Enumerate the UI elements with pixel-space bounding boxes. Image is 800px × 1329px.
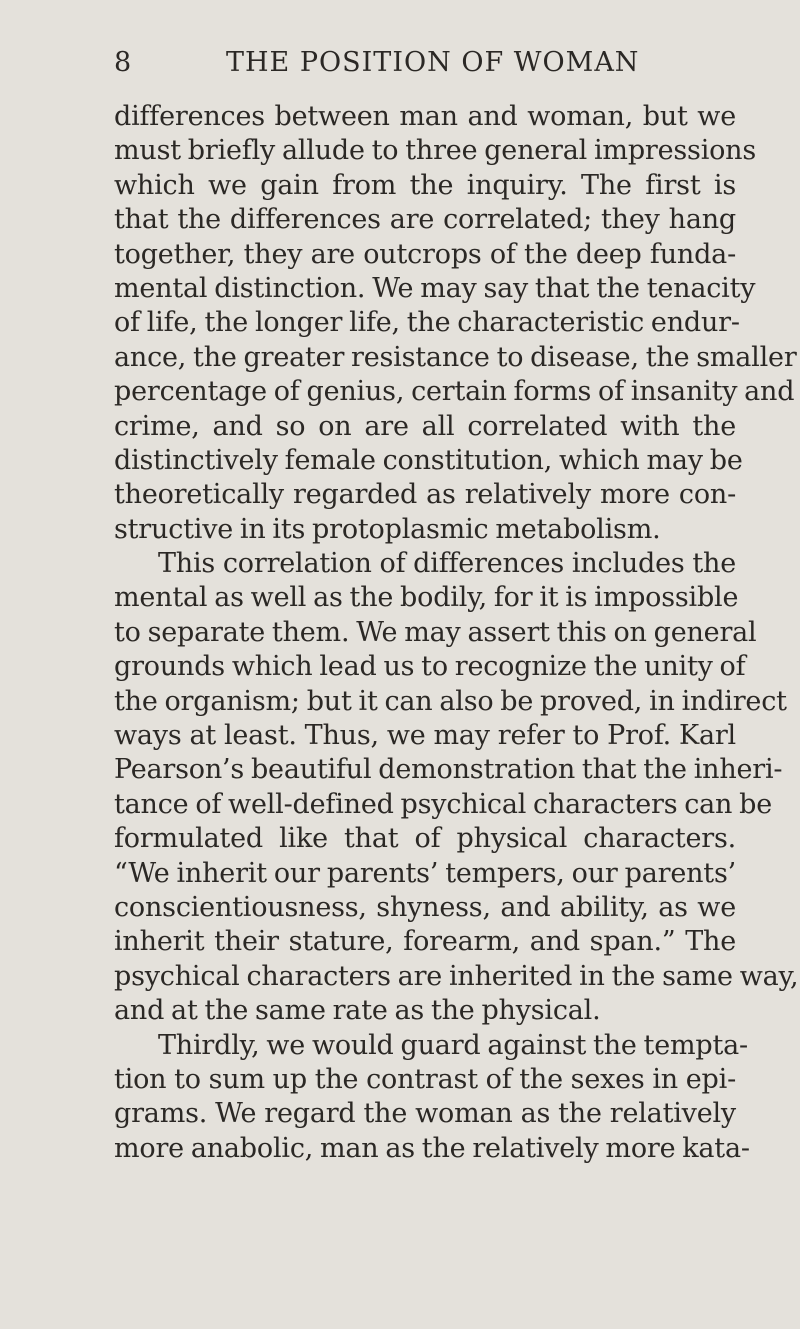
page-number: 8	[114, 47, 133, 78]
text-line: formulated like that of physical characters.	[114, 823, 736, 855]
text-line: theoretically regarded as relatively more con-	[114, 479, 736, 511]
text-line: the organism; but it can also be proved, in indirect	[114, 685, 787, 717]
text-line: differences between man and woman, but we	[114, 101, 736, 132]
text-line: mental as well as the bodily, for it is impossible	[114, 582, 739, 614]
text-line: crime, and so on are all correlated with the	[114, 410, 736, 442]
text-line: inherit their stature, forearm, and span.” The	[114, 926, 736, 958]
text-line: Pearson’s beautiful demonstration that the inheri-	[114, 754, 783, 786]
paragraph-end-line: and at the same rate as the physical.	[114, 995, 601, 1027]
text-line: ways at least. Thus, we may refer to Prof. Karl	[114, 720, 736, 752]
text-line: tance of well-defined psychical characters can be	[114, 788, 772, 820]
text-line: must briefly allude to three general impressions	[114, 135, 757, 167]
running-header	[114, 38, 674, 88]
text-line: grounds which lead us to recognize the unity of	[114, 651, 746, 683]
text-line: that the differences are correlated; they hang	[114, 204, 736, 236]
text-line: “We inherit our parents’ tempers, our parents’	[114, 857, 736, 889]
text-line: psychical characters are inherited in the same way,	[114, 960, 799, 992]
text-line: ance, the greater resistance to disease, the smaller	[114, 341, 797, 373]
text-line: grams. We regard the woman as the relatively	[114, 1098, 736, 1130]
text-line: which we gain from the inquiry. The first is	[114, 169, 736, 201]
text-line: percentage of genius, certain forms of insanity and	[114, 376, 795, 408]
text-line: of life, the longer life, the characteristic endur-	[114, 307, 740, 339]
text-line: together, they are outcrops of the deep funda-	[114, 238, 736, 270]
paragraph-start-line: This correlation of differences includes the	[158, 548, 736, 580]
text-line: more anabolic, man as the relatively more kata-	[114, 1132, 750, 1164]
text-line: distinctively female constitution, which may be	[114, 444, 743, 476]
text-line: tion to sum up the contrast of the sexes in epi-	[114, 1063, 736, 1095]
text-line: to separate them. We may assert this on general	[114, 616, 757, 648]
paragraph-end-line: structive in its protoplasmic metabolism.	[114, 513, 661, 545]
text-line: conscientiousness, shyness, and ability, as we	[114, 891, 736, 923]
text-line: mental distinction. We may say that the tenacity	[114, 272, 756, 304]
running-title: THE POSITION OF WOMAN	[226, 47, 640, 78]
paragraph-start-line: Thirdly, we would guard against the tempta-	[158, 1029, 748, 1061]
body-text	[114, 100, 799, 1166]
